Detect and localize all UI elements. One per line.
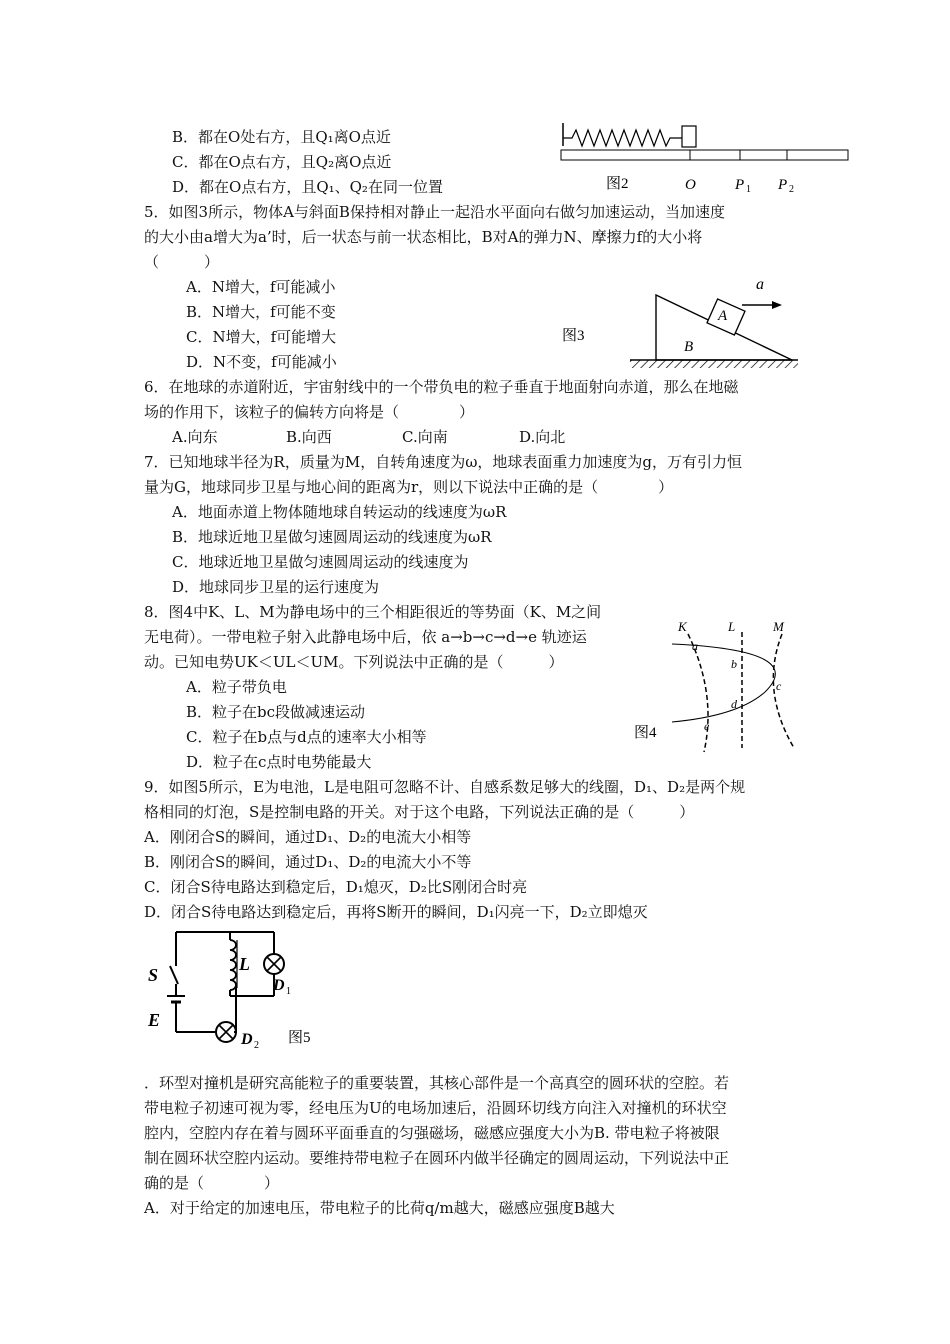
q10-line-2: 带电粒子初速可视为零，经电压为U的电场加速后，沿圆环切线方向注入对撞机的环状空: [144, 1099, 727, 1117]
figure-3-incline: [556, 274, 796, 374]
point-e: e: [704, 719, 710, 733]
q7-line-2: 量为G，地球同步卫星与地心间的距离为r，则以下说法中正确的是（ ）: [144, 478, 674, 496]
label-e: E: [148, 1010, 161, 1030]
q6-line-1: 6．在地球的赤道附近，宇宙射线中的一个带负电的粒子垂直于地面射向赤道，那么在地磁: [144, 378, 739, 396]
label-a-block: A: [718, 308, 728, 324]
q7-option-b: B．地球近地卫星做匀速圆周运动的线速度为ωR: [172, 528, 492, 546]
figure-5-caption: 图5: [288, 1030, 311, 1046]
q7-option-a: A．地面赤道上物体随地球自转运动的线速度为ωR: [172, 503, 507, 521]
figure-4-equipotential: [630, 612, 810, 762]
label-p1: P: [735, 177, 745, 193]
q9-option-c: C．闭合S待电路达到稳定后，D₁熄灭，D₂比S刚闭合时亮: [144, 878, 528, 896]
q8-option-d: D．粒子在c点时电势能最大: [186, 753, 372, 771]
figure-3-caption: 图3: [562, 328, 585, 344]
figure-4-caption: 图4: [634, 725, 657, 741]
q10-option-a: A．对于给定的加速电压，带电粒子的比荷q/m越大，磁感应强度B越大: [144, 1199, 615, 1217]
q5-line-1: 5．如图3所示，物体A与斜面B保持相对静止一起沿水平面向右做匀加速运动，当加速度: [144, 203, 725, 221]
label-p1-sub: 1: [746, 184, 751, 195]
q5-line-3: （ ）: [144, 253, 220, 271]
q7-option-d: D．地球同步卫星的运行速度为: [172, 578, 380, 596]
q8-option-a: A．粒子带负电: [186, 678, 287, 696]
point-d: d: [731, 697, 737, 711]
q4-option-b: B．都在O处右方，且Q₁离O点近: [172, 128, 391, 146]
label-m: M: [773, 619, 784, 634]
point-a: a: [692, 639, 698, 653]
q8-line-1: 8．图4中K、L、M为静电场中的三个相距很近的等势面（K、M之间: [144, 603, 602, 621]
q10-line-3: 腔内，空腔内存在着与圆环平面垂直的匀强磁场，磁感应强度大小为B. 带电粒子将被限: [144, 1124, 720, 1142]
q8-line-2: 无电荷）。一带电粒子射入此静电场中后，依 a→b→c→d→e 轨迹运: [144, 628, 587, 646]
label-d2-sub: 2: [254, 1040, 259, 1051]
label-p2: P: [778, 177, 788, 193]
label-o: O: [685, 177, 696, 193]
label-k: K: [678, 619, 687, 634]
q9-option-a: A．刚闭合S的瞬间，通过D₁、D₂的电流大小相等: [144, 828, 472, 846]
q10-line-4: 制在圆环状空腔内运动。要维持带电粒子在圆环内做半径确定的圆周运动，下列说法中正: [144, 1149, 730, 1167]
label-l: L: [239, 954, 250, 974]
q4-option-c: C．都在O点右方，且Q₂离O点近: [172, 153, 392, 171]
q4-option-d: D．都在O点右方，且Q₁、Q₂在同一位置: [172, 178, 443, 196]
q5-option-d: D．N不变，f可能减小: [186, 353, 337, 371]
q5-option-c: C．N增大，f可能增大: [186, 328, 337, 346]
label-d1-sub: 1: [286, 986, 291, 997]
q9-option-d: D．闭合S待电路达到稳定后，再将S断开的瞬间，D₁闪亮一下，D₂立即熄灭: [144, 903, 648, 921]
q5-option-a: A．N增大，f可能减小: [186, 278, 336, 296]
q6-option-c: C.向南: [402, 428, 448, 446]
point-b: b: [731, 657, 737, 671]
q7-option-c: C．地球近地卫星做匀速圆周运动的线速度为: [172, 553, 469, 571]
q8-option-c: C．粒子在b点与d点的速率大小相等: [186, 728, 427, 746]
figure-5-circuit: [140, 926, 340, 1051]
label-accel: a: [756, 276, 764, 293]
label-s: S: [148, 965, 159, 985]
q6-option-d: D.向北: [519, 428, 566, 446]
q5-option-b: B．N增大，f可能不变: [186, 303, 336, 321]
q9-line-2: 格相同的灯泡，S是控制电路的开关。对于这个电路，下列说法正确的是（ ）: [144, 803, 695, 821]
figure-2-spring: [558, 118, 858, 198]
q9-line-1: 9．如图5所示，E为电池，L是电阻可忽略不计、自感系数足够大的线圈，D₁、D₂是两个规: [144, 778, 746, 796]
q8-line-3: 动。已知电势UK＜UL＜UM。下列说法中正确的是（ ）: [144, 653, 564, 671]
q5-line-2: 的大小由a增大为a’时，后一状态与前一状态相比，B对A的弹力N、摩擦力f的大小将: [144, 228, 703, 246]
label-p2-sub: 2: [789, 184, 794, 195]
q6-line-2: 场的作用下，该粒子的偏转方向将是（ ）: [144, 403, 475, 421]
q10-line-5: 确的是（ ）: [144, 1174, 280, 1192]
label-l: L: [728, 619, 736, 634]
label-d1: D: [273, 977, 285, 994]
q8-option-b: B．粒子在bc段做减速运动: [186, 703, 366, 721]
q7-line-1: 7．已知地球半径为R，质量为M，自转角速度为ω，地球表面重力加速度为g，万有引力恒: [144, 453, 743, 471]
q10-line-1: ．环型对撞机是研究高能粒子的重要装置，其核心部件是一个高真空的圆环状的空腔。若: [144, 1074, 730, 1092]
figure-2-caption: 图2: [606, 176, 629, 192]
q6-option-b: B.向西: [286, 428, 332, 446]
label-d2: D: [241, 1031, 253, 1048]
point-c: c: [776, 679, 782, 693]
label-b: B: [684, 339, 694, 355]
q9-option-b: B．刚闭合S的瞬间，通过D₁、D₂的电流大小不等: [144, 853, 472, 871]
q6-option-a: A.向东: [172, 428, 218, 446]
